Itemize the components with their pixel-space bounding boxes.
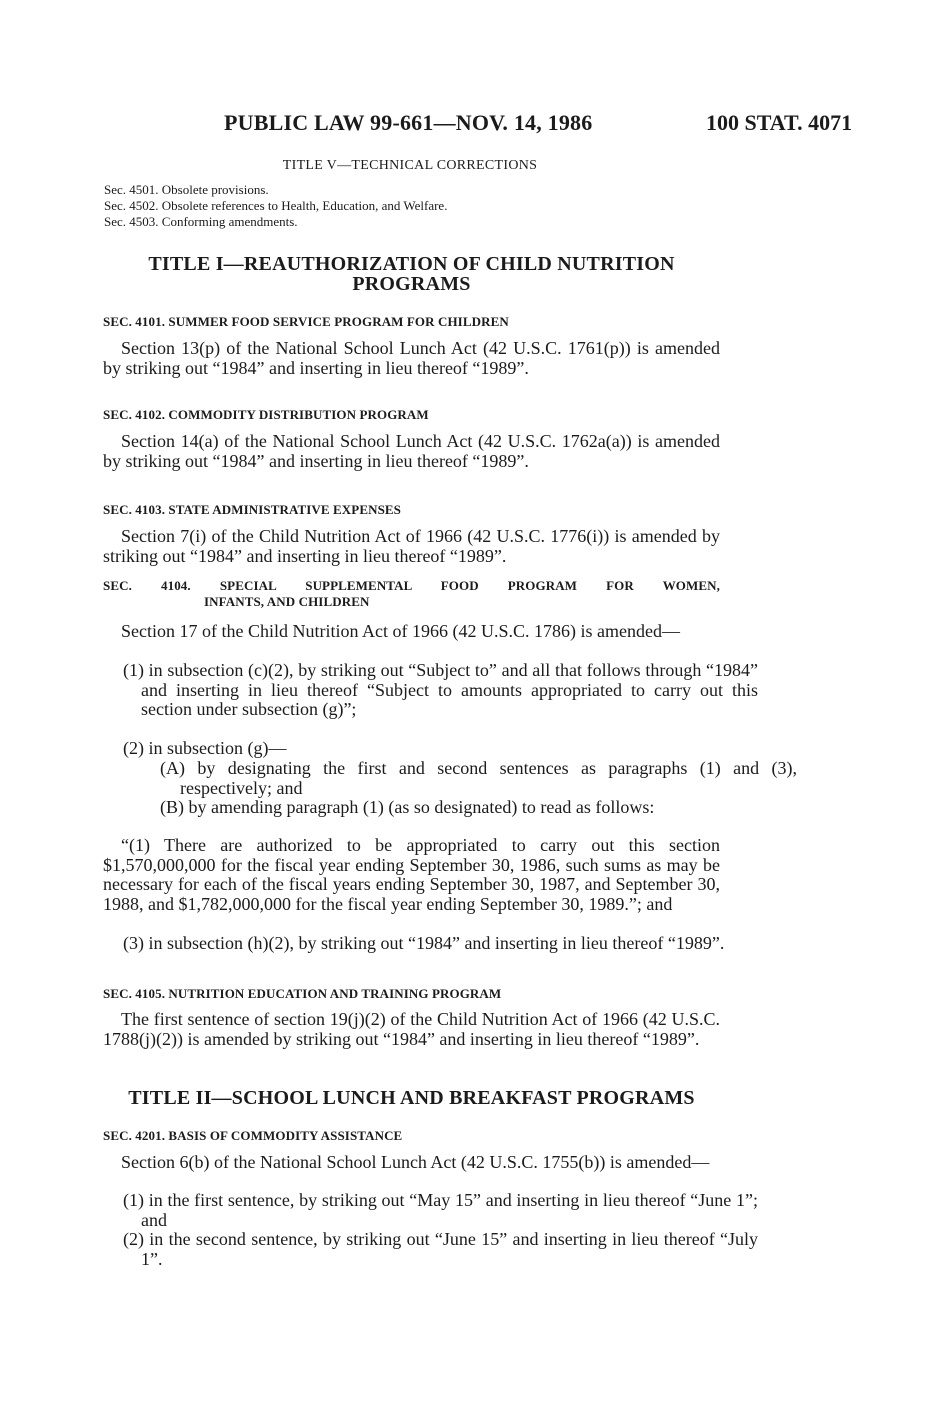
sec-4104-heading-line1: SEC. 4104. SPECIAL SUPPLEMENTAL FOOD PROGRAM FOR WOMEN, bbox=[103, 578, 720, 593]
sec-4105-text: The first sentence of section 19(j)(2) of the Child Nutrition Act of 1966 (42 U.S.C. 1788(j)(2)) is amended by striking out “1984” and inserting in lieu thereof “1989”. bbox=[103, 1009, 720, 1049]
table-of-contents bbox=[104, 182, 447, 230]
law-citation: PUBLIC LAW 99-661—NOV. 14, 1986 bbox=[224, 110, 593, 135]
sec-4101-heading: SEC. 4101. SUMMER FOOD SERVICE PROGRAM FOR CHILDREN bbox=[103, 314, 509, 329]
sec-4201-item-2: (2) in the second sentence, by striking out “June 15” and inserting in lieu thereof “July 1”. bbox=[123, 1229, 758, 1269]
title-i-heading: TITLE I—REAUTHORIZATION OF CHILD NUTRITION PROGRAMS bbox=[148, 253, 675, 295]
sec-4201-heading: SEC. 4201. BASIS OF COMMODITY ASSISTANCE bbox=[103, 1128, 403, 1143]
title-ii-heading: TITLE II—SCHOOL LUNCH AND BREAKFAST PROGRAMS bbox=[128, 1087, 695, 1109]
page-header bbox=[0, 110, 939, 140]
sec-4104-item-2b: (B) by amending paragraph (1) (as so designated) to read as follows: bbox=[160, 797, 655, 817]
sec-4102-heading: SEC. 4102. COMMODITY DISTRIBUTION PROGRAM bbox=[103, 407, 429, 422]
sec-4101-text: Section 13(p) of the National School Lunch Act (42 U.S.C. 1761(p)) is amended by striking out “1984” and inserting in lieu thereof “1989”. bbox=[103, 338, 720, 378]
toc-title: TITLE V—TECHNICAL CORRECTIONS bbox=[282, 158, 538, 173]
toc-item: Sec. 4502. Obsolete references to Health, Education, and Welfare. bbox=[104, 198, 448, 213]
sec-4103-heading: SEC. 4103. STATE ADMINISTRATIVE EXPENSES bbox=[103, 502, 402, 517]
sec-4103-text: Section 7(i) of the Child Nutrition Act of 1966 (42 U.S.C. 1776(i)) is amended by striking out “1984” and inserting in lieu thereof “1989”. bbox=[103, 526, 720, 566]
sec-4104-item-2: (2) in subsection (g)— bbox=[123, 738, 287, 758]
sec-4201-item-1: (1) in the first sentence, by striking out “May 15” and inserting in lieu thereof “June 1”; and bbox=[123, 1190, 758, 1230]
sec-4104-heading-line2: INFANTS, AND CHILDREN bbox=[204, 594, 370, 609]
sec-4104-quote: “(1) There are authorized to be appropriated to carry out this section $1,570,000,000 for the fiscal year ending September 30, 1986, such sums as may be necessary for each of the fiscal years ending September 30, 1987, and September 30, 1988, and $1,782,000,000 for the fiscal year ending September 30, 1989.”; and bbox=[103, 835, 720, 914]
sec-4102-text: Section 14(a) of the National School Lunch Act (42 U.S.C. 1762a(a)) is amended by striking out “1984” and inserting in lieu thereof “1989”. bbox=[103, 431, 720, 471]
sec-4104-intro: Section 17 of the Child Nutrition Act of 1966 (42 U.S.C. 1786) is amended— bbox=[121, 621, 680, 641]
sec-4104-item-1: (1) in subsection (c)(2), by striking out “Subject to” and all that follows through “1984” and inserting in lieu thereof “Subject to amounts appropriated to carry out this section under subsection (g)”; bbox=[123, 660, 758, 719]
sec-4104-item-2a: (A) by designating the first and second sentences as paragraphs (1) and (3), respectively; and bbox=[160, 758, 797, 798]
sec-4104-heading bbox=[103, 578, 720, 610]
sec-4104-item-3: (3) in subsection (h)(2), by striking out “1984” and inserting in lieu thereof “1989”. bbox=[123, 933, 725, 953]
sec-4105-heading: SEC. 4105. NUTRITION EDUCATION AND TRAINING PROGRAM bbox=[103, 986, 502, 1001]
statute-page: 100 STAT. 4071 bbox=[706, 110, 853, 135]
toc-item: Sec. 4501. Obsolete provisions. bbox=[104, 182, 269, 197]
toc-item: Sec. 4503. Conforming amendments. bbox=[104, 214, 298, 229]
sec-4201-intro: Section 6(b) of the National School Lunch Act (42 U.S.C. 1755(b)) is amended— bbox=[121, 1152, 710, 1172]
